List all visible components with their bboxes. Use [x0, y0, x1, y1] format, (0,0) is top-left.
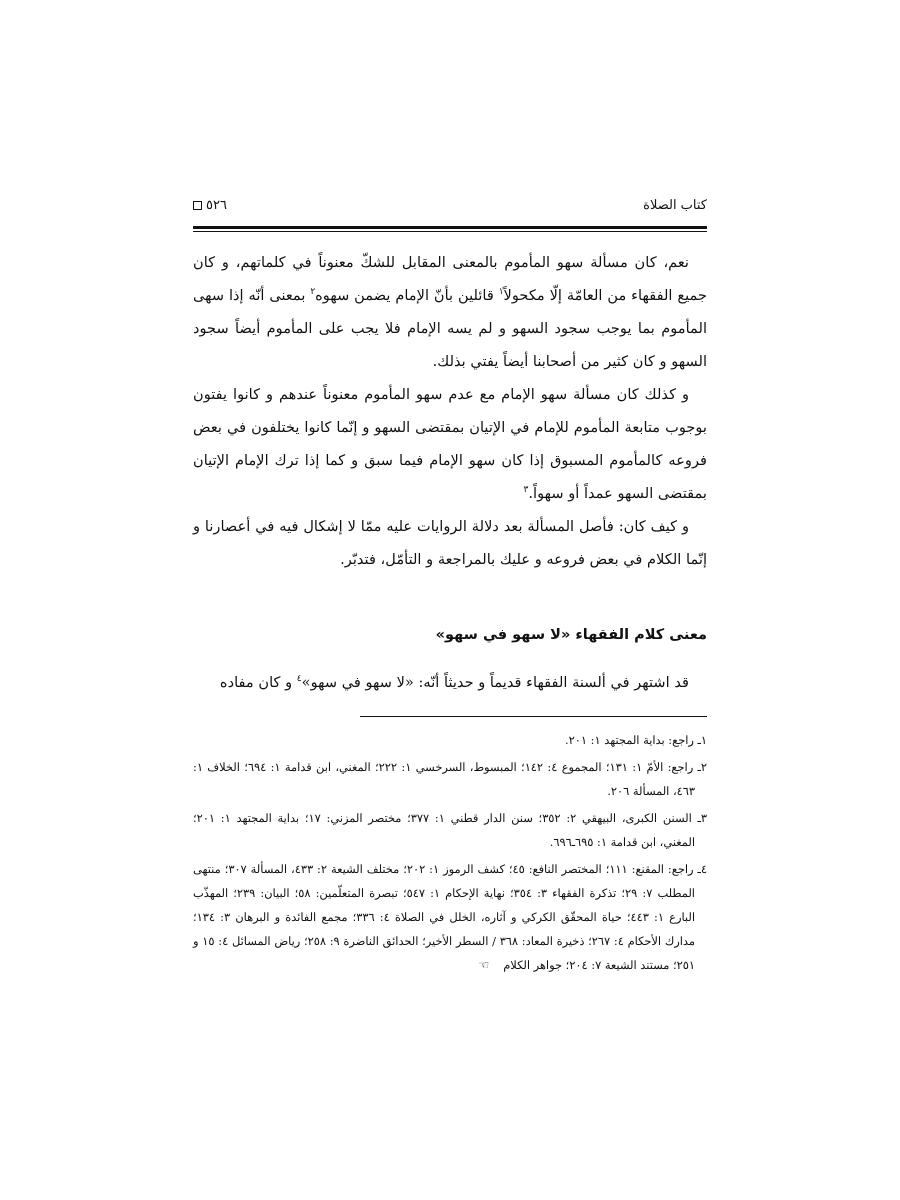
- footnote: ٢ـ راجع: الأمّ ١: ١٣١؛ المجموع ٤: ١٤٢؛ المبسوط، السرخسي ١: ٢٢٢؛ المغني، ابن قدامة ١: ٦٩٤؛ الخلاف ١: ٤٦٣، المسألة ٢٠٦.: [193, 760, 707, 798]
- square-bullet-icon: [193, 201, 202, 210]
- pointing-hand-icon: ☜: [478, 958, 490, 972]
- paragraph: [193, 246, 707, 378]
- footnotes: [193, 728, 707, 980]
- footnote-ref: ٤: [296, 674, 302, 685]
- page-number: ٥٢٦: [206, 198, 227, 213]
- text-run: و كيف كان: فأصل المسألة بعد دلالة الروايات عليه ممّا لا إشكال فيه في أعصارنا و إنّما الكلام في بعض فروعه و عليك بالمراجعة و التأمّل، فتدبّر.: [193, 518, 707, 568]
- text-run: قائلين بأنّ الإمام يضمن سهوه: [315, 287, 499, 304]
- footnote-separator: [360, 716, 707, 717]
- page-number-block: [193, 198, 227, 213]
- book-title: كتاب الصلاة: [643, 198, 707, 213]
- footnote: [193, 857, 707, 977]
- main-text: [193, 246, 707, 576]
- footnote-text: ٤ـ راجع: المقنع: ١١١؛ المختصر النافع: ٤٥؛ كشف الرموز ١: ٢٠٢؛ مختلف الشيعة ٢: ٤٣٣، المسألة ٣٠٧؛ منتهى المطلب ٧: ٢٩؛ تذكرة الفقهاء ٣: ٣٥٤؛ نهاية الإحكام ١: ٥٤٧؛ تبصرة المتعلّمين: ٥٨؛ البيان: ٢٣٩؛ المهذّب البارع ١: ٤٤٣؛ حياة المحقّق الكركي و آثاره، الخلل في الصلاة ٤: ٣٣٦؛ مجمع الفائدة و البرهان ٣: ١٣٤؛ مدارك الأحكام ٤: ٢٦٧؛ ذخيرة المعاد: ٣٦٨ / السطر الأخير؛ الحدائق الناضرة ٩: ٢٥٨؛ رياض المسائل ٤: ١٥ و ٢٥١؛ مستند الشيعة ٧: ٢٠٤؛ جواهر الكلام: [193, 862, 707, 972]
- footnote: ٣ـ السنن الكبرى، البيهقي ٢: ٣٥٢؛ سنن الدار قطني ١: ٣٧٧؛ مختصر المزني: ١٧؛ بداية المجتهد ١: ٢٠١؛ المغني، ابن قدامة ١: ٦٩٥ـ٦٩٦.: [193, 811, 707, 849]
- footnote-ref: ٣: [523, 485, 529, 496]
- paragraph: [193, 510, 707, 576]
- header-rule-thick: [193, 226, 707, 229]
- section-heading: معنى كلام الفقهاء «لا سهو في سهو»: [435, 627, 707, 643]
- footnote-ref: ١: [498, 287, 504, 298]
- section-paragraph: [193, 666, 707, 699]
- footnote-ref: ٢: [310, 287, 316, 298]
- text-run: و كان مفاده: [219, 674, 297, 691]
- running-header: [193, 198, 707, 222]
- paragraph: [193, 378, 707, 510]
- text-run: بمعنى أنّه إذا سهى المأموم بما يوجب سجود السهو و لم يسه الإمام فلا يجب على المأموم أيضاً سجود السهو و كان كثير من أصحابنا أيضاً يفتي بذلك.: [193, 287, 707, 370]
- footnote: ١ـ راجع: بداية المجتهد ١: ٢٠١.: [565, 733, 707, 747]
- text-run: نعم، كان مسألة سهو المأموم بالمعنى المقابل للشكّ معنوناً في كلماتهم، و كان جميع الفقهاء من العامّة إلّا مكحولاً: [193, 254, 707, 304]
- text-run: و كذلك كان مسألة سهو الإمام مع عدم سهو المأموم معنوناً عندهم و كانوا يفتون بوجوب متابعة المأموم للإمام في الإتيان بمقتضى السهو و إنّما كانوا يختلفون في بعض فروعه كالمأموم المسبوق إذا كان سهو الإمام فيما سبق و كما إذا ترك الإمام الإتيان بمقتضى السهو عمداً أو سهواً.: [193, 386, 707, 502]
- text-run: قد اشتهر في ألسنة الفقهاء قديماً و حديثاً أنّه: «لا سهو في سهو»: [301, 674, 689, 691]
- header-rule-thin: [193, 231, 707, 232]
